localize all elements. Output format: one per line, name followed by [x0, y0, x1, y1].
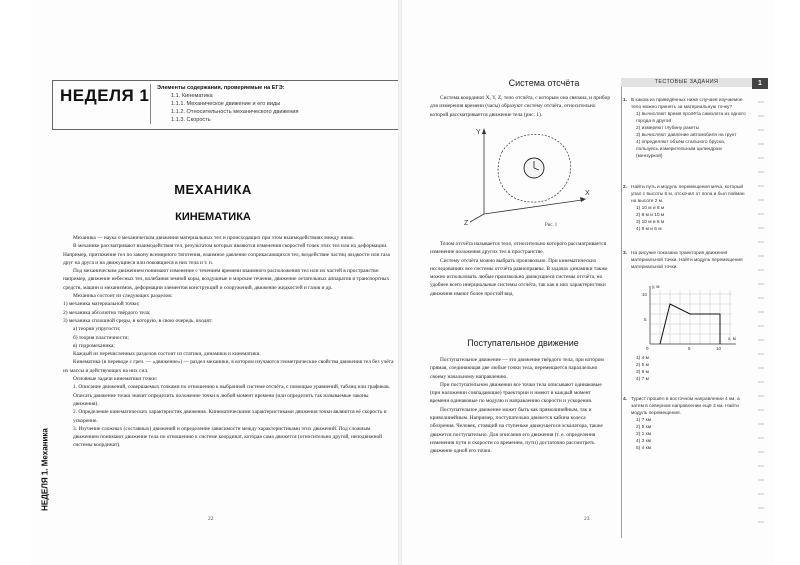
left-page [30, 0, 396, 565]
list-item: 2) механика абсолютно твёрдого тела; [63, 309, 151, 316]
page-number-right: 23 [584, 516, 590, 522]
graph-tick-label: 5 [688, 346, 691, 351]
figure-caption: Рис. 1 [545, 223, 558, 228]
question-number: 3. [623, 251, 628, 256]
tests-tab-number: 1 [752, 78, 768, 89]
heading-kinematics: КИНЕМАТИКА [175, 211, 251, 223]
answer-option: 3) 1 км [636, 432, 651, 437]
reference-body-text [430, 240, 610, 298]
paragraph: Механика — наука о механическом движении материальных тел и происходящих при этом взаимодействиях между ними. [73, 235, 354, 241]
graph-y-label: y, м [652, 284, 660, 289]
exam-contents [157, 84, 397, 124]
week-title: НЕДЕЛЯ 1 [60, 86, 150, 105]
answer-option: 3) 6 м [636, 370, 649, 375]
list-item: 3) механика сплошной среды, в которую, в свою очередь, входят: [63, 317, 213, 324]
answer-option: 2) 8 м и 10 м [636, 213, 665, 218]
reference-frame-figure [432, 122, 612, 227]
contents-item: 1.1.1. Механическое движение и его виды [171, 101, 281, 107]
x-axis-label: X [585, 190, 590, 197]
paragraph: Кинематика (в переводе с греч. — «движение») — раздел механики, в котором изучаются геометрические свойства движения тел без учёта их массы и действующих на них сил. [63, 359, 394, 374]
list-subitem: б) теория пластичности; [73, 334, 129, 341]
paragraph: Система координат X, Y, Z, тело отсчёта, с которым она связана, и прибор для измерения времени (часы) образуют систему отсчёта, относительно которой рассматривается движение тела (рис. 1). [430, 95, 611, 118]
task-item: 2. Определение кинематических характеристик движения. Кинематическими характеристиками движения точки являются её скорость и ускорение. [73, 409, 387, 424]
book-gutter [398, 0, 402, 565]
z-axis-line [470, 214, 484, 222]
list-subitem: в) гидромеханика; [73, 342, 115, 349]
answer-option: 2) 5 км [636, 425, 651, 430]
answer-option: 3) вычисляют давление автомобиля на грунт [636, 133, 737, 138]
answer-option: 2) измеряют глубину ракеты [636, 126, 700, 131]
x-axis-arrow [580, 197, 586, 202]
question-text: На рисунке показана траектория движения материальной точки. Найти модуль перемещения материальной точки. [631, 251, 743, 270]
answer-marks-strip [756, 96, 770, 536]
question-text: Турист прошёл в восточном направлении 4 км, а затем в северном направлении ещё 3 км. Найти модуль перемещения. [631, 397, 740, 416]
answer-option: 1) 10 м и 8 м [636, 206, 665, 211]
task-item: 3. Изучение сложных (составных) движений и определение зависимости между характеристиками этих движений. Под сложным движением понимают движение тела по отношению к системе координат, которая сама движется (относительно другой, неподвижной системы координат). [73, 425, 383, 449]
paragraph: Поступательное движение — это движение твёрдого тела, при котором прямая, соединяющая две любые точки тела, перемещается параллельно своему начальному направлению. [430, 357, 604, 380]
graph-x-label: x, м [728, 336, 736, 341]
z-axis-label: Z [464, 220, 469, 227]
question-text: Найти путь и модуль перемещения мяча, который упал с высоты 6 м, отскочил от пола и был пойман на высоте 2 м. [631, 185, 745, 204]
answer-option: 4) 8 м и 6 м [636, 227, 662, 232]
answer-option: 1) 4 м [636, 356, 649, 361]
paragraph: В механике рассматривают взаимодействия тел, результатом которых являются изменения скоростей точек этих тел или их деформации. Например, притяжение тел по закону всемирного тяготения, взаимное давление соприкасающихся тел, воздействие частиц жидкости или газа друг на друга и на движущиеся или покоящиеся в них тела и т. п. [63, 243, 390, 266]
x-axis-line [484, 200, 582, 214]
trajectory-graph [640, 282, 744, 354]
answer-option: 1) 7 км [636, 418, 651, 423]
paragraph: Телом отсчёта называется тело, относительно которого рассматривается изменение положения других тел в пространстве. [430, 241, 607, 256]
list-item: 1) механика материальной точки; [63, 301, 140, 308]
task-item: 1. Описание движений, совершаемых точками по отношению к выбранной системе отсчёта, с помощью уравнений, таблиц или графиков. Описать движение точки значит определить положение точки в любой момент времени (или определить так называемые законы движения). [73, 384, 391, 407]
reference-frame-text [430, 94, 610, 119]
test-question-2 [623, 184, 746, 233]
graph-tick-label: 10 [716, 346, 722, 351]
paragraph: Под механическим движением понимают изменение с течением времени взаимного расположения тел или их частей в пространстве: например, движение небесных тел, колебания земной коры, воздушные и морские течения, движение летательных аппаратов и транспортных средств, машин и механизмов, деформации элементов конструкций и сооружений, движение жидкостей и газов и др. [63, 268, 390, 291]
contents-item: 1.1.3. Скорость [171, 117, 211, 123]
week-header-divider [150, 84, 151, 124]
paragraph: Каждый из перечисленных разделов состоит из статики, динамики и кинематики. [73, 351, 261, 358]
question-text: В каком из приведённых ниже случаев изучаемое тело можно принять за материальную точку? [631, 98, 743, 110]
left-body-text [63, 234, 395, 450]
paragraph: При поступательном движении все точки тела описывают одинаковые (при наложении совпадающие) траектории и имеют в каждый момент времени одинаковые по модулю и направлению скорости и ускорения. [430, 381, 602, 405]
paragraph: Основные задачи кинематики точки: [73, 376, 158, 383]
paragraph: Механика состоит из следующих разделов: [73, 293, 173, 300]
answer-option: 4) 7 м [636, 377, 649, 382]
graph-tick-label: 5 [644, 317, 647, 322]
list-subitem: а) теория упругости; [73, 326, 121, 333]
y-axis-arrow [482, 128, 486, 134]
question-number: 4. [623, 397, 628, 402]
translational-motion-text [430, 356, 610, 456]
paragraph: Систему отсчёта можно выбрать произвольно. При кинематических исследованиях все системы отсчёта равноправны. В задачах динамики также можно использовать любые произвольно движущиеся системы отсчёта, но удобнее всего инерциальные системы отсчёта, так как в них характеристики движения имеют более простой вид. [430, 257, 608, 297]
heading-mechanics: МЕХАНИКА [174, 182, 252, 197]
contents-item: 1.1. Кинематика [171, 93, 213, 99]
test-question-1 [623, 97, 746, 160]
chapter-side-label: НЕДЕЛЯ 1. Механика [40, 428, 50, 511]
answer-option: 3) 10 м и 8 м [636, 220, 665, 225]
answer-option: 4) определяют объём стального бруска, пользуясь измерительным цилиндром (мензуркой) [636, 140, 726, 159]
test-question-3 [623, 250, 746, 271]
section-title-reference-frame: Система отсчёта [508, 78, 580, 88]
answer-option: 4) 3 км [636, 439, 651, 444]
answer-option: 2) 5 м [636, 363, 649, 368]
question-number: 2. [623, 185, 628, 190]
answer-option: 1) вычисляют время пролёта самолета из одного города в другой [636, 112, 746, 124]
answer-option: 5) 4 км [636, 446, 651, 451]
graph-tick-label: 0 [646, 346, 649, 351]
contents-heading: Элементы содержания, проверяемые на ЕГЭ: [157, 85, 285, 91]
chapter-side-tab [30, 400, 52, 550]
test-question-4 [623, 396, 746, 452]
question-number: 1. [623, 98, 628, 103]
graph-tick-label: 10 [642, 292, 648, 297]
answer-dash-marks [758, 102, 764, 522]
test-question-3-options [626, 355, 746, 383]
tests-header: ТЕСТОВЫЕ ЗАДАНИЯ [621, 78, 752, 87]
section-title-translational-motion: Поступательное движение [467, 338, 579, 348]
y-axis-label: Y [476, 129, 481, 136]
paragraph: Поступательное движение может быть как прямолинейным, так и криволинейным. Например, поступательно движется кабина колеса обозрения. Человек, стоящий на ступеньке движущегося эскалатора, также движется поступательно. Для описания его движения (т. е. определения изменения пути и скорости со временем, пути) достаточно рассмотреть движение одной его точки. [430, 406, 603, 455]
contents-item: 1.1.2. Относительность механического движения [171, 109, 299, 115]
page-number-left: 22 [208, 516, 214, 522]
